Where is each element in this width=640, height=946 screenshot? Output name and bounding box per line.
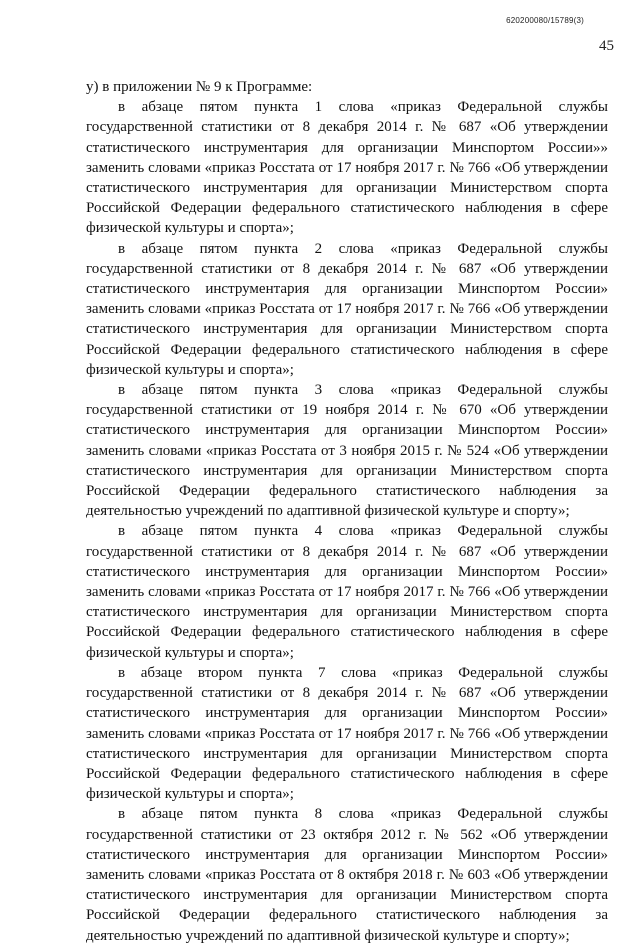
page-number: 45 [599,38,614,54]
amendment-paragraph: в абзаце пятом пункта 2 слова «приказ Федеральной службы государственной статистики от 8 декабря 2014 г. № 687 «Об утверждении статистического инструментария для организации Минспортом России» заменить словами «приказ Росстата от 17 ноября 2017 г. № 766 «Об утверждении статистического инструментария для организации Министерством спорта Российской Федерации федерального статистического наблюдения в сфере физической культуры и спорта»; [86,240,608,378]
amendment-paragraph: в абзаце пятом пункта 3 слова «приказ Федеральной службы государственной статистики от 19 ноября 2014 г. № 670 «Об утверждении статистического инструментария для организации Минспортом России» заменить словами «приказ Росстата от 3 ноября 2015 г. № 524 «Об утверждении статистического инструментария для организации Министерством спорта Российской Федерации федерального статистического наблюдения за деятельностью учреждений по адаптивной физической культуре и спорту»; [86,382,608,520]
amendment-paragraph: в абзаце пятом пункта 4 слова «приказ Федеральной службы государственной статистики от 8 декабря 2014 г. № 687 «Об утверждении статистического инструментария для организации Минспортом России» заменить словами «приказ Росстата от 17 ноября 2017 г. № 766 «Об утверждении статистического инструментария для организации Министерством спорта Российской Федерации федерального статистического наблюдения в сфере физической культуры и спорта»; [86,523,608,661]
document-body [86,77,608,946]
section-lead: у) в приложении № 9 к Программе: [86,79,313,95]
amendment-paragraph: в абзаце пятом пункта 1 слова «приказ Федеральной службы государственной статистики от 8 декабря 2014 г. № 687 «Об утверждении статистического инструментария для организации Минспортом России»» заменить словами «приказ Росстата от 17 ноября 2017 г. № 766 «Об утверждении статистического инструментария для организации Министерством спорта Российской Федерации федерального статистического наблюдения в сфере физической культуры и спорта»; [86,99,608,237]
document-id: 620200080/15789(3) [506,16,584,25]
amendment-paragraph: в абзаце пятом пункта 8 слова «приказ Федеральной службы государственной статистики от 23 октября 2012 г. № 562 «Об утверждении статистического инструментария для организации Минспортом России» заменить словами «приказ Росстата от 8 октября 2018 г. № 603 «Об утверждении статистического инструментария для организации Министерством спорта Российской Федерации федерального статистического наблюдения за деятельностью учреждений по адаптивной физической культуре и спорту»; [86,806,608,944]
amendment-paragraph: в абзаце втором пункта 7 слова «приказ Федеральной службы государственной статистики от 8 декабря 2014 г. № 687 «Об утверждении статистического инструментария для организации Минспортом России» заменить словами «приказ Росстата от 17 ноября 2017 г. № 766 «Об утверждении статистического инструментария для организации Министерством спорта Российской Федерации федерального статистического наблюдения в сфере физической культуры и спорта»; [86,664,608,803]
